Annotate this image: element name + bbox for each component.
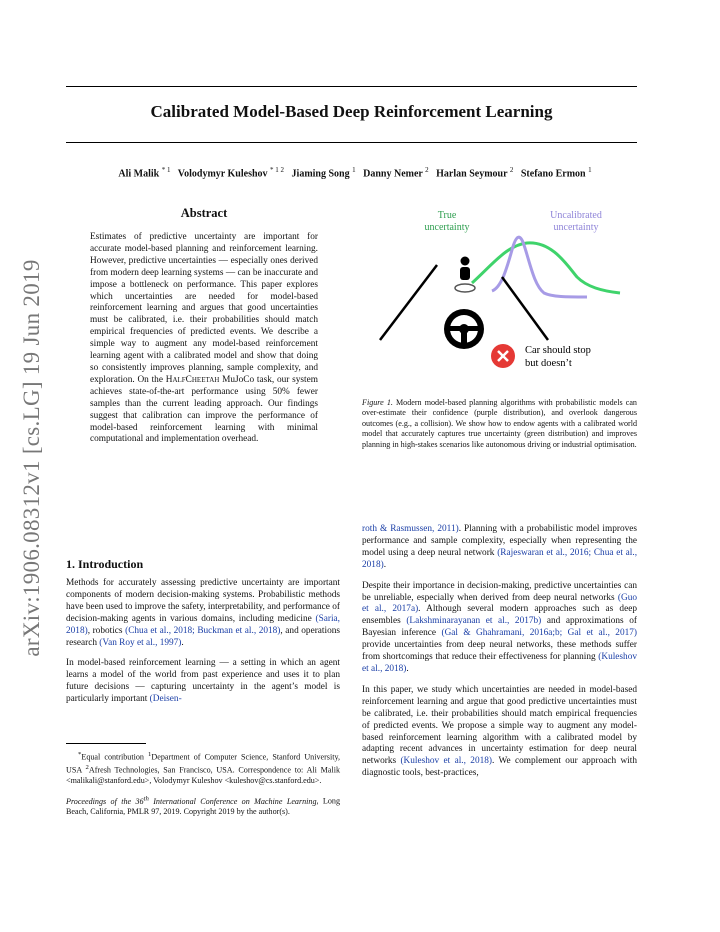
author-affiliation: 1 bbox=[588, 166, 592, 174]
citation-link[interactable]: (Kuleshov et al., 2018) bbox=[362, 652, 637, 674]
author-affiliation: 2 bbox=[425, 166, 429, 174]
label-true: True bbox=[437, 210, 457, 221]
abstract-text: Estimates of predictive uncertainty are important for accurate model-based planning and reinforcement learning. However, predictive uncertainties — especially ones derived from modern deep learning systems — can be inaccurate and impose a bottleneck on performance. This paper explores which uncertainties are needed for model-based reinforcement learning and argues that good uncertainties must be calibrated, i.e. their probabilities should match empirical frequencies of predicted events. We describe a simple way to augment any model-based reinforcement learning agent with a calibrated model and show that doing so consistently improves planning, sample complexity, and exploration. On the bbox=[90, 232, 318, 385]
citation-link[interactable]: (Gal & Ghahramani, 2016a;b; Gal et al., 2017) bbox=[441, 628, 637, 639]
paragraph-text: , robotics bbox=[87, 625, 123, 636]
citation-link[interactable]: (Deisen- bbox=[149, 694, 182, 705]
arxiv-stamp: arXiv:1906.08312v1 [cs.LG] 19 Jun 2019 bbox=[19, 259, 44, 657]
paragraph-text: Methods for accurately assessing predictive uncertainty are important components of modern decision-making systems. Probabilistic methods have been used to improve the safety, interpretability, and performance of decision-making agents in various domains, including medicine bbox=[66, 578, 340, 624]
paragraph-text: . We complement our approach with diagnostic tools, best-practices, bbox=[362, 756, 637, 779]
intro-paragraph-3 bbox=[362, 581, 637, 676]
footnote bbox=[66, 750, 340, 817]
road-left-edge bbox=[380, 265, 437, 340]
label-car-stop-2: but doesn’t bbox=[525, 358, 572, 369]
paragraph-text: and approximations of Bayesian inference bbox=[362, 616, 637, 639]
paragraph-text: . Although several modern approaches such as deep ensembles bbox=[362, 604, 637, 627]
intro-paragraph-1 bbox=[66, 578, 340, 649]
intro-paragraph-2-cont bbox=[362, 524, 637, 572]
citation-link[interactable]: (Rajeswaran et al., 2016; Chua et al., 2018) bbox=[362, 547, 638, 570]
paragraph-text: . bbox=[383, 559, 387, 570]
figure-1-illustration bbox=[362, 205, 638, 385]
paragraph-text: In model-based reinforcement learning — a setting in which an agent learns a model of the world from past experience and uses it to plan future decisions — capturing uncertainty in the agent’s model is particularly important bbox=[66, 658, 340, 705]
intro-paragraph-2 bbox=[66, 658, 340, 706]
paragraph-text: In this paper, we study which uncertainties are needed in model-based reinforcement learning and argue that good predictive uncertainties must be calibrated, i.e. their probabilities should match empirical frequencies of predicted events. We propose a simple way to augment any model-based reinforcement learning algorithm with a calibrated model by adapting recent advances in uncertainty estimation for deep neural networks bbox=[362, 684, 637, 767]
section-heading: 1. Introduction bbox=[66, 557, 144, 571]
author-list bbox=[60, 166, 650, 179]
abstract-halfcheetah: HalfCheetah bbox=[165, 374, 220, 385]
footnote-text: Department of Computer Science, Stanford University, USA bbox=[66, 752, 340, 775]
title-rule-bottom bbox=[66, 142, 637, 143]
figure-caption-label: Figure 1. bbox=[362, 398, 393, 407]
abstract-heading: Abstract bbox=[180, 206, 228, 220]
footnote-affiliations: *Equal contribution $^1$Department of Computer Science, Stanford University, USA $^2$Afresh Technologies, San Francisco, USA. Correspondence to: Ali Malik <malikali@stanford.edu>, Volodymyr Kuleshov <kuleshov@cs.stanford.edu>. bbox=[66, 751, 340, 785]
paper-title: Calibrated Model-Based Deep Reinforcement Learning bbox=[150, 102, 553, 121]
pedestrian-icon bbox=[455, 257, 475, 293]
author-affiliation: 2 bbox=[509, 166, 514, 174]
abstract-text-end: MuJoCo task, our system achieves state-of-the-art performance using 50% fewer samples than the current leading approach. Our findings suggest that calibration can improve the performance of model-based reinforcement learning with minimal computational and implementation overhead. bbox=[90, 374, 318, 445]
paragraph-text: provide uncertainties from deep neural networks, these methods suffer from shortcomings that reduce their effectiveness for planning bbox=[362, 640, 637, 663]
footnote-text: Proceedings of the 36 bbox=[66, 796, 144, 806]
right-column-intro bbox=[362, 524, 637, 789]
citation-link[interactable]: (Chua et al., 2018; Buckman et al., 2018) bbox=[125, 625, 281, 636]
citation-link[interactable]: (Kuleshov et al., 2018) bbox=[400, 756, 492, 767]
footnote-text: International Conference on Machine Learning bbox=[153, 796, 317, 806]
intro-paragraph-4 bbox=[362, 685, 637, 780]
author-name: Danny Nemer bbox=[363, 168, 423, 180]
citation-link[interactable]: roth & Rasmussen, 2011) bbox=[362, 524, 459, 534]
paragraph-text: . bbox=[406, 663, 409, 674]
author-name: Stefano Ermon bbox=[520, 168, 586, 180]
abstract-body bbox=[90, 232, 318, 446]
label-uncalibrated-2: uncertainty bbox=[553, 222, 599, 233]
footnote-proceedings bbox=[66, 794, 340, 817]
label-true-2: uncertainty bbox=[424, 222, 470, 233]
citation-link[interactable]: (Guo et al., 2017a) bbox=[362, 592, 637, 615]
uncalibrated-distribution-curve bbox=[492, 237, 587, 297]
paragraph-text: . bbox=[181, 637, 184, 648]
footnote-text: Equal contribution bbox=[81, 752, 144, 762]
figure-caption-text: Modern model-based planning algorithms with probabilistic models can over-estimate their confidence (purple distribution), and overlook dangerous outcomes (e.g., a collision). We show how to endow agents with a calibrated world model that accurately captures true uncertainty (green distribution) and improves planning in high-stakes scenarios like autonomous driving or industrial optimisation. bbox=[362, 398, 637, 449]
footnote-text: , Long Beach, California, PMLR 97, 2019. Copyright 2019 by the author(s). bbox=[66, 796, 340, 816]
figure-caption bbox=[362, 398, 637, 450]
paragraph-text: Despite their importance in decision-making, predictive uncertainties can be unreliable, especially when derived from deep neural networks bbox=[362, 580, 637, 603]
author-name: Jiaming Song bbox=[291, 168, 350, 180]
citation-link[interactable]: (Saria, 2018) bbox=[66, 613, 340, 636]
footnote-rule bbox=[66, 743, 146, 744]
paragraph-text: , and operations research bbox=[66, 625, 341, 648]
author-affiliation: * 1 2 bbox=[270, 166, 285, 174]
left-column-intro bbox=[66, 578, 340, 715]
author-name: Volodymyr Kuleshov bbox=[177, 168, 268, 180]
road-right-edge bbox=[502, 277, 548, 340]
label-uncalibrated: Uncalibrated bbox=[550, 210, 602, 221]
paragraph-text: . Planning with a probabilistic model improves performance and sample complexity, especially when representing the model using a deep neural network bbox=[362, 524, 638, 558]
author-name: Ali Malik bbox=[118, 168, 160, 180]
title-rule-top bbox=[66, 86, 637, 87]
steering-wheel-icon bbox=[444, 309, 484, 349]
footnote-sup: th bbox=[143, 794, 149, 802]
author-name: Harlan Seymour bbox=[436, 168, 508, 180]
true-distribution-curve bbox=[472, 243, 620, 293]
footnote-text: Afresh Technologies, San Francisco, USA. Correspondence to: Ali Malik <malikali@stanford.edu>, Volodymyr Kuleshov <kuleshov@cs.stanford.edu>. bbox=[66, 765, 340, 785]
collision-cross-icon bbox=[491, 344, 515, 368]
citation-link[interactable]: (Lakshminarayanan et al., 2017b) bbox=[406, 616, 542, 627]
author-affiliation: 1 bbox=[352, 166, 356, 174]
citation-link[interactable]: (Van Roy et al., 1997) bbox=[99, 637, 182, 648]
label-car-stop: Car should stop bbox=[525, 345, 591, 356]
author-affiliation: * 1 bbox=[161, 166, 171, 174]
